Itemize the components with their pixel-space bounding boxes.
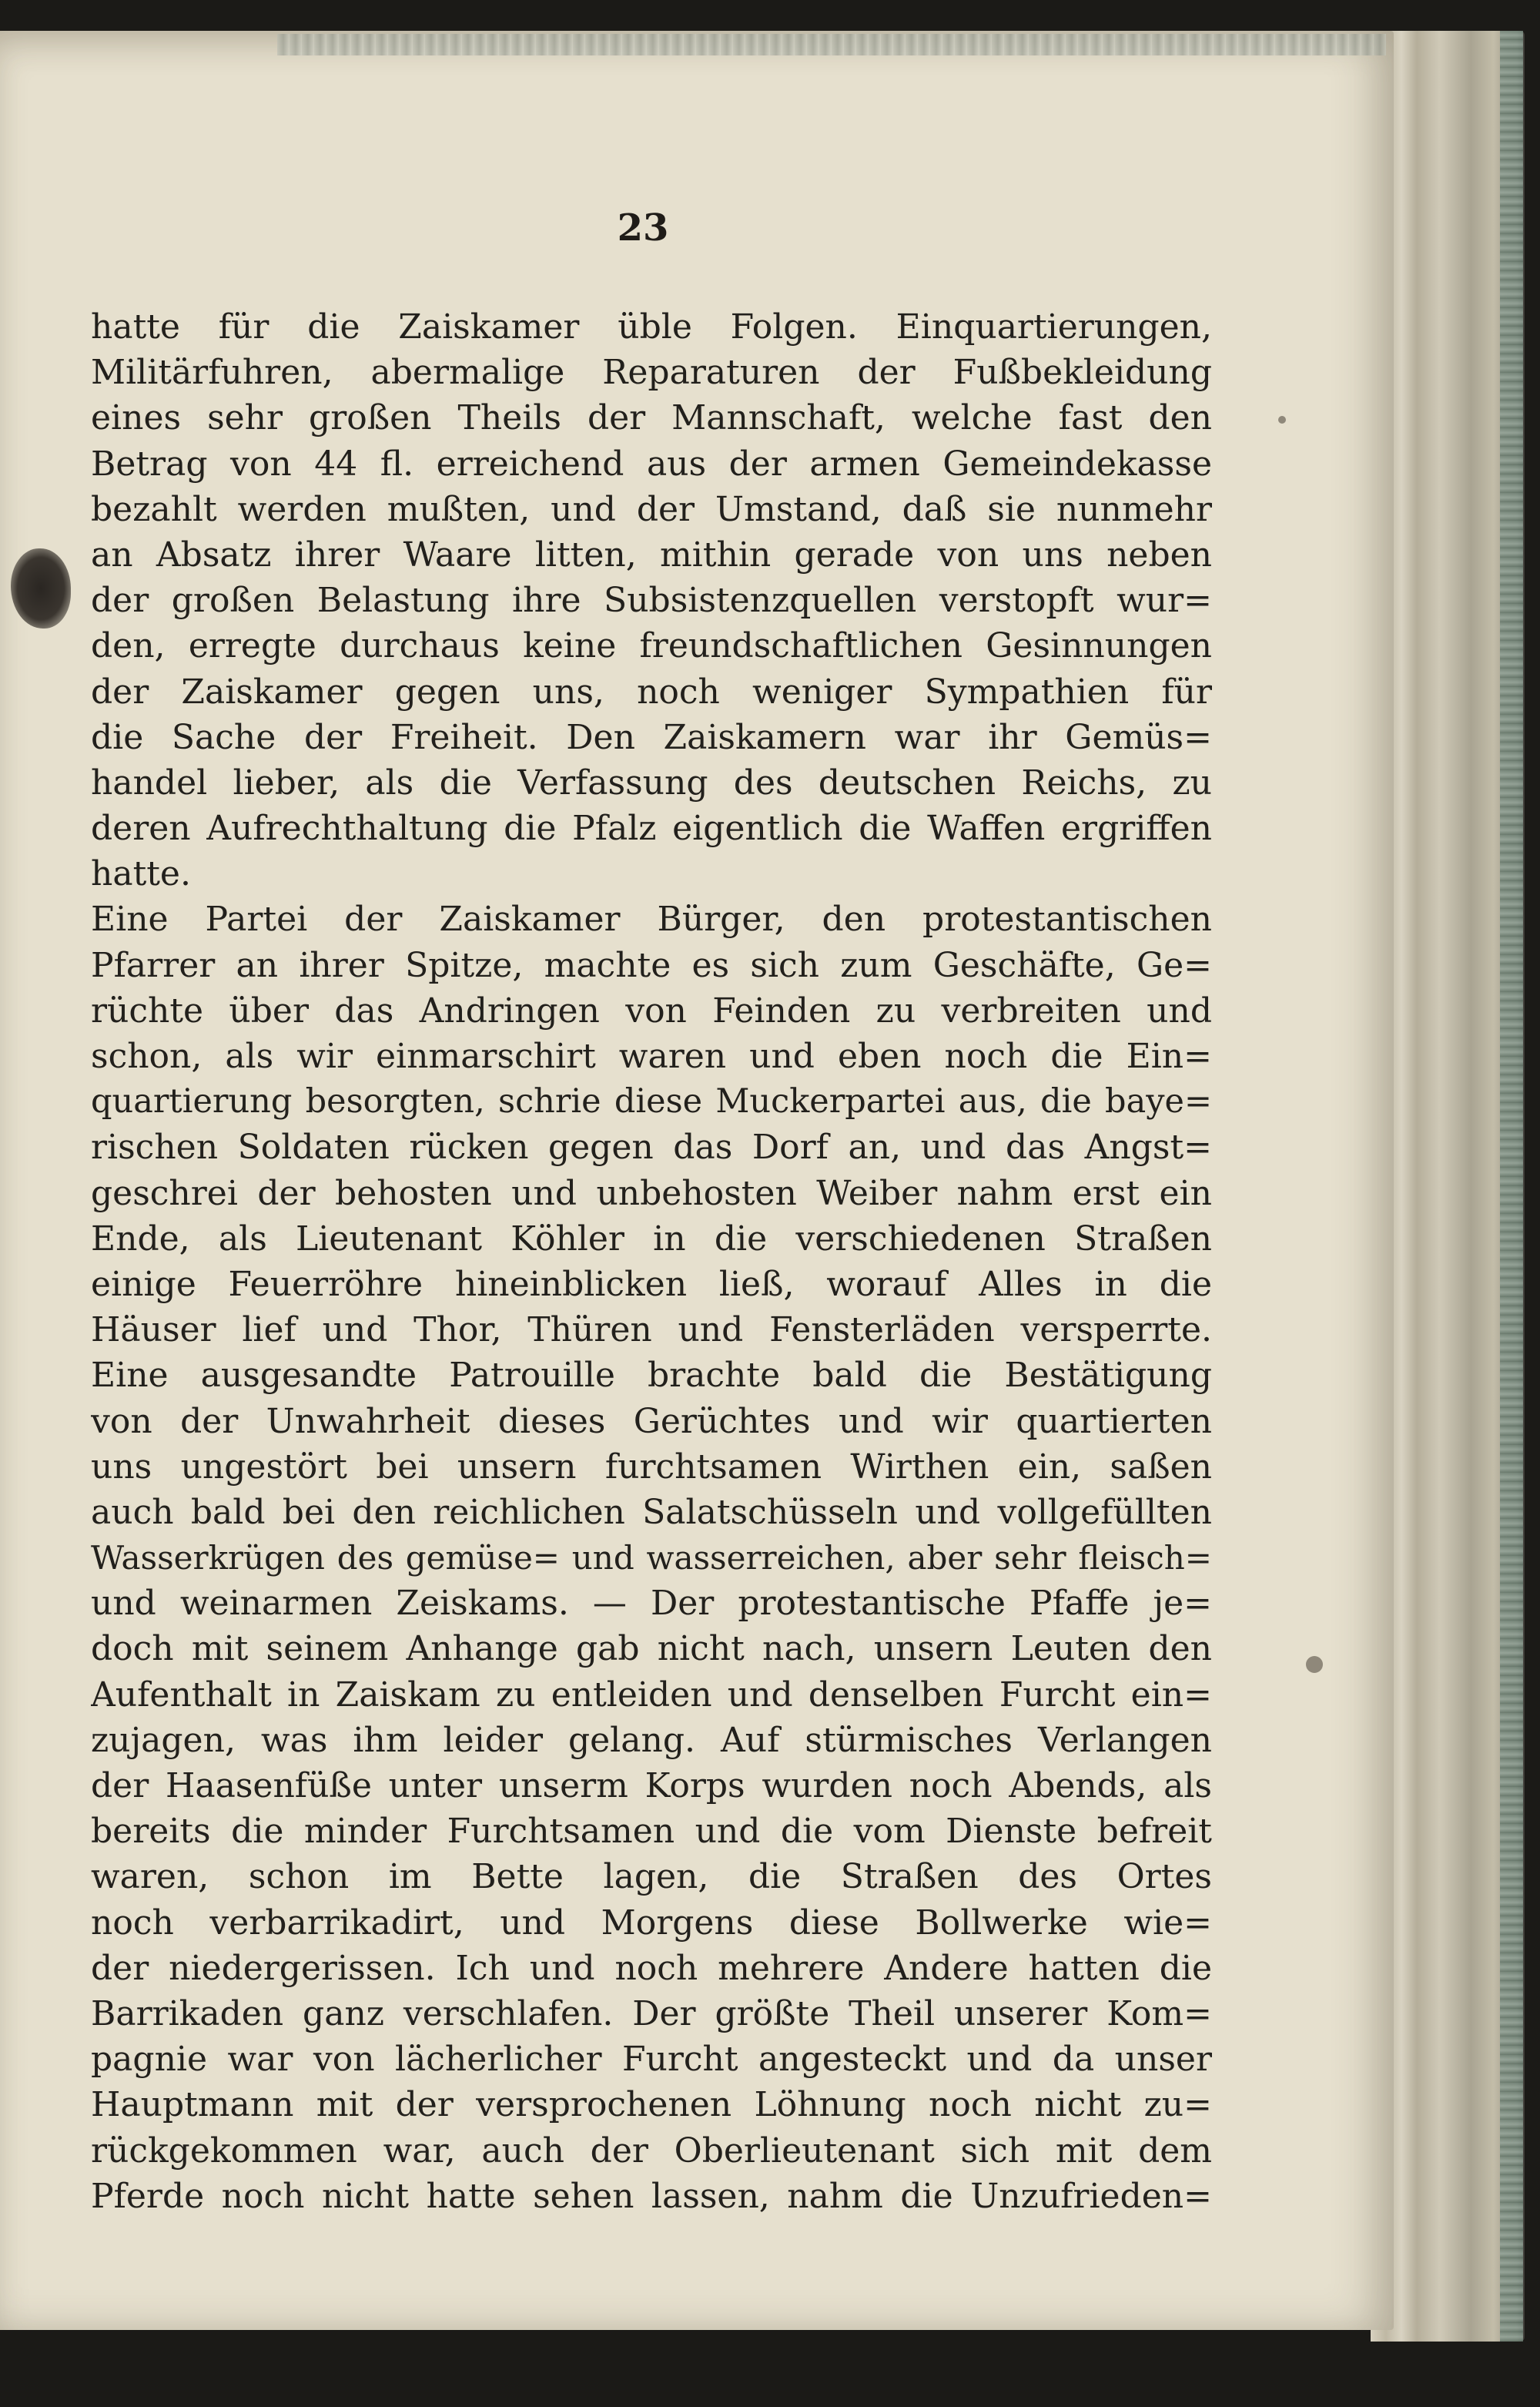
text-line: rüchte über das Andringen von Feinden zu verbreiten und [91, 991, 1212, 1031]
page-number: 23 [617, 206, 669, 250]
text-line: Ende, als Lieutenant Köhler in die verschiedenen Straßen [91, 1219, 1212, 1259]
text-line: Aufenthalt in Zaiskam zu entleiden und denselben Furcht ein= [91, 1675, 1212, 1715]
text-line: Hauptmann mit der versprochenen Löhnung noch nicht zu= [91, 2085, 1212, 2125]
text-line: uns ungestört bei unsern furchtsamen Wirthen ein, saßen [91, 1447, 1212, 1487]
text-line: Barrikaden ganz verschlafen. Der größte Theil unserer Kom= [91, 1993, 1212, 2033]
text-line: eines sehr großen Theils der Mannschaft, welche fast den [91, 398, 1212, 438]
text-line: rischen Soldaten rücken gegen das Dorf an, und das Angst= [91, 1128, 1212, 1168]
text-line: doch mit seinem Anhange gab nicht nach, unsern Leuten den [91, 1629, 1212, 1669]
text-line: pagnie war von lächerlicher Furcht angesteckt und da unser [91, 2040, 1212, 2080]
top-page-edge [277, 34, 1386, 55]
body-text [91, 304, 1212, 2219]
text-line: geschrei der behosten und unbehosten Weiber nahm erst ein [91, 1173, 1212, 1213]
text-line: Betrag von 44 fl. erreichend aus der armen Gemeindekasse [91, 444, 1212, 484]
text-line: der Zaiskamer gegen uns, noch weniger Sympathien für [91, 672, 1212, 712]
text-line: rückgekommen war, auch der Oberlieutenant sich mit dem [91, 2130, 1212, 2171]
text-line: Eine Partei der Zaiskamer Bürger, den protestantischen [91, 900, 1212, 940]
text-line: einige Feuerröhre hineinblicken ließ, worauf Alles in die [91, 1264, 1212, 1304]
text-line: und weinarmen Zeiskams. — Der protestantische Pfaffe je= [91, 1584, 1212, 1624]
page-edges [1371, 31, 1525, 2342]
text-line: Pferde noch nicht hatte sehen lassen, nahm die Unzufrieden= [91, 2176, 1212, 2216]
text-line: Eine ausgesandte Patrouille brachte bald die Bestätigung [91, 1356, 1212, 1396]
text-line: Pfarrer an ihrer Spitze, machte es sich zum Geschäfte, Ge= [91, 945, 1212, 985]
text-line: von der Unwahrheit dieses Gerüchtes und wir quartierten [91, 1401, 1212, 1441]
text-line: an Absatz ihrer Waare litten, mithin gerade von uns neben [91, 535, 1212, 575]
paper-speck [1306, 1656, 1323, 1673]
text-line: die Sache der Freiheit. Den Zaiskamern war ihr Gemüs= [91, 717, 1212, 757]
text-line: den, erregte durchaus keine freundschaftlichen Gesinnungen [91, 626, 1212, 666]
paper-speck [1278, 416, 1286, 424]
text-line: schon, als wir einmarschirt waren und eben noch die Ein= [91, 1037, 1212, 1076]
text-line: handel lieber, als die Verfassung des deutschen Reichs, zu [91, 763, 1212, 803]
text-line: der niedergerissen. Ich und noch mehrere Andere hatten die [91, 1948, 1212, 1988]
text-line: zujagen, was ihm leider gelang. Auf stürmisches Verlangen [91, 1720, 1212, 1760]
text-line: quartierung besorgten, schrie diese Muckerpartei aus, die baye= [91, 1082, 1212, 1121]
text-line: deren Aufrechthaltung die Pfalz eigentlich die Waffen ergriffen [91, 809, 1212, 849]
text-line: hatte für die Zaiskamer üble Folgen. Einquartierungen, [91, 307, 1212, 347]
text-line: auch bald bei den reichlichen Salatschüsseln und vollgefüllten [91, 1492, 1212, 1532]
text-line: der großen Belastung ihre Subsistenzquellen verstopft wur= [91, 581, 1212, 621]
text-line: waren, schon im Bette lagen, die Straßen des Ortes [91, 1857, 1212, 1897]
text-line: bezahlt werden mußten, und der Umstand, daß sie nunmehr [91, 489, 1212, 529]
text-line: Häuser lief und Thor, Thüren und Fensterläden versperrte. [91, 1310, 1212, 1350]
text-line: noch verbarrikadirt, und Morgens diese Bollwerke wie= [91, 1902, 1212, 1943]
text-line: der Haasenfüße unter unserm Korps wurden noch Abends, als [91, 1766, 1212, 1805]
text-line: hatte. [91, 854, 191, 894]
text-line: Militärfuhren, abermalige Reparaturen der Fußbekleidung [91, 353, 1212, 393]
text-line: bereits die minder Furchtsamen und die vom Dienste befreit [91, 1812, 1212, 1852]
text-line: Wasserkrügen des gemüse= und wasserreichen, aber sehr fleisch= [91, 1539, 1212, 1577]
